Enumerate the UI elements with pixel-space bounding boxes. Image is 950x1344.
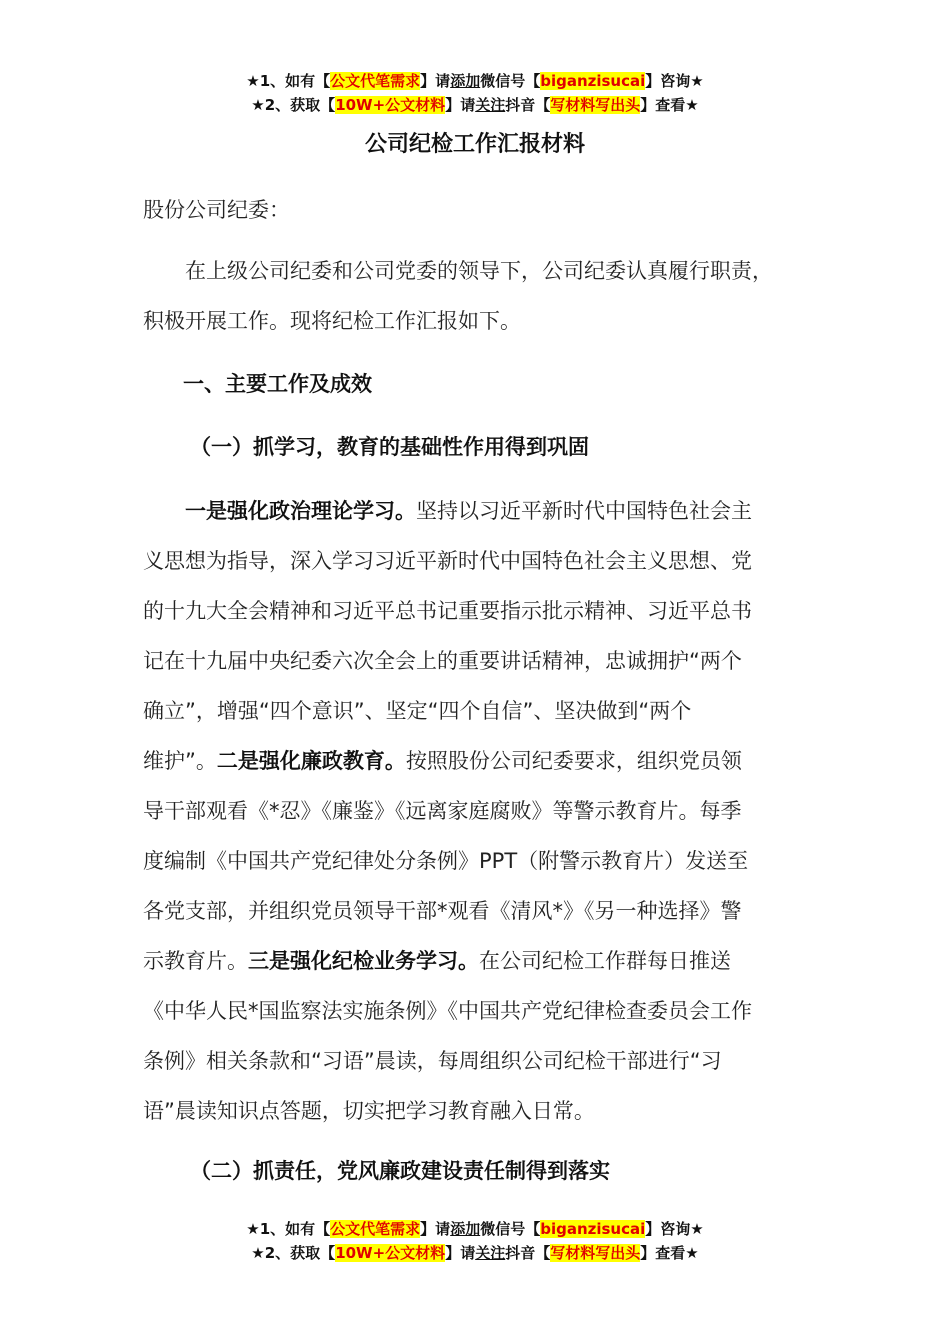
salutation: 股份公司纪委：	[143, 198, 290, 222]
notice-line-2: ★2、获取【10W+公文材料】请关注抖音【写材料写出头】查看★	[251, 1244, 699, 1262]
highlight-text: 10W+公文材料	[335, 96, 446, 114]
highlight-text: 10W+公文材料	[335, 1244, 446, 1262]
douyin-id: 写材料写出头	[550, 96, 641, 114]
notice-line-2: ★2、获取【10W+公文材料】请关注抖音【写材料写出头】查看★	[251, 96, 699, 114]
wechat-id: biganzisucai	[540, 1220, 646, 1238]
body-paragraph: 一是强化政治理论学习。坚持以习近平新时代中国特色社会主 义思想为指导，深入学习习近平新时代中国特色社会主义思想、党 的十九大全会精神和习近平总书记重要指示批示精神、习近平总书 记在十九届中央纪委六次全会上的重要讲话精神，忠诚拥护“两个 确立”，增强“四个意识”、坚定“四个自信”、坚决做到“两个 维护”。二是强化廉政教育。按照股份公司纪委要求，组织党员领 导干部观看《*忍》《廉鉴》《远离家庭腐败》等警示教育片。每季 度编制《中国共产党纪律处分条例》PPT（附警示教育片）发送至 各党支部，并组织党员领导干部*观看《清风*》《另一种选择》警 示教育片。三是强化纪检业务学习。在公司纪检工作群每日推送 《中华人民*国监察法实施条例》《中国共产党纪律检查委员会工作 条例》相关条款和“习语”晨读，每周组织公司纪检干部进行“习 语”晨读知识点答题，切实把学习教育融入日常。	[143, 499, 752, 1123]
highlight-text: 公文代笔需求	[330, 1220, 421, 1238]
notice-line-1: ★1、如有【公文代笔需求】请添加微信号【biganzisucai】咨询★	[246, 72, 704, 90]
subsection-heading-1: （一）抓学习，教育的基础性作用得到巩固	[190, 435, 589, 459]
douyin-id: 写材料写出头	[550, 1244, 641, 1262]
section-heading-1: 一、主要工作及成效	[183, 372, 372, 396]
document-title: 公司纪检工作汇报材料	[364, 132, 585, 157]
notice-line-1: ★1、如有【公文代笔需求】请添加微信号【biganzisucai】咨询★	[246, 1220, 704, 1238]
wechat-id: biganzisucai	[540, 72, 646, 90]
highlight-text: 公文代笔需求	[330, 72, 421, 90]
header-notice	[0, 69, 950, 117]
intro-paragraph: 在上级公司纪委和公司党委的领导下，公司纪委认真履行职责， 积极开展工作。现将纪检工作汇报如下。	[143, 259, 773, 333]
subsection-heading-2: （二）抓责任，党风廉政建设责任制得到落实	[190, 1159, 610, 1183]
footer-notice	[0, 1217, 950, 1265]
